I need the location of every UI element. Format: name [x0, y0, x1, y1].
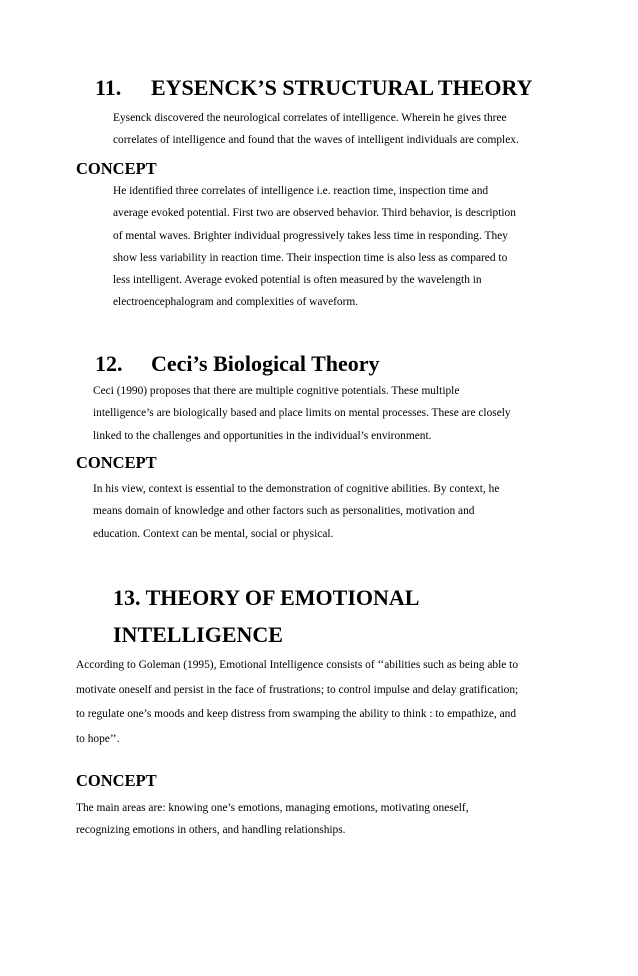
section-12-heading — [95, 351, 380, 377]
text-line: Eysenck discovered the neurological correlates of intelligence. Wherein he gives three — [113, 112, 507, 124]
text-line: motivate oneself and persist in the face of frustrations; to control impulse and delay gratification; — [76, 683, 519, 696]
text-line: linked to the challenges and opportunities in the individual’s environment. — [93, 429, 432, 442]
text-line: average evoked potential. First two are observed behavior. Third behavior, is description — [113, 207, 516, 220]
section-11-concept-text — [113, 180, 516, 314]
text-line: The main areas are: knowing one’s emotions, managing emotions, motivating oneself, — [76, 802, 469, 814]
section-title: Ceci’s Biological Theory — [151, 351, 380, 376]
section-number: 11. — [95, 75, 122, 100]
text-line: intelligence’s are biologically based and place limits on mental processes. These are closely — [93, 407, 511, 420]
text-line: According to Goleman (1995), Emotional Intelligence consists of ‘‘abilities such as being able to — [76, 659, 519, 671]
text-line: He identified three correlates of intelligence i.e. reaction time, inspection time and — [113, 185, 489, 197]
text-line: electroencephalogram and complexities of waveform. — [113, 296, 359, 309]
text-line: to hope’’. — [76, 732, 120, 745]
text-line: education. Context can be mental, social or physical. — [93, 527, 334, 540]
section-title: EYSENCK’S STRUCTURAL THEORY — [151, 75, 533, 100]
concept-heading: CONCEPT — [76, 159, 157, 178]
section-13-heading-line-2: INTELLIGENCE — [113, 622, 283, 647]
section-13-concept-text — [76, 797, 469, 842]
concept-heading: CONCEPT — [76, 453, 157, 472]
section-11-intro — [113, 107, 519, 152]
text-line: show less variability in reaction time. Their inspection time is also less as compared to — [113, 251, 508, 264]
section-13-heading-line-1: 13. THEORY OF EMOTIONAL — [113, 585, 420, 610]
text-line: to regulate one’s moods and keep distress from swamping the ability to think : to empathize, and — [76, 708, 517, 720]
text-line: means domain of knowledge and other factors such as personalities, motivation and — [93, 505, 475, 518]
section-11-heading — [95, 75, 532, 101]
section-number: 12. — [95, 351, 123, 376]
text-line: of mental waves. Brighter individual progressively takes less time in responding. They — [113, 229, 508, 242]
concept-heading: CONCEPT — [76, 771, 157, 790]
text-line: less intelligent. Average evoked potential is often measured by the wavelength in — [113, 274, 482, 287]
text-line: correlates of intelligence and found that the waves of intelligent individuals are complex. — [113, 134, 519, 147]
section-13-intro — [76, 653, 518, 751]
section-12-intro — [93, 380, 511, 447]
text-line: Ceci (1990) proposes that there are multiple cognitive potentials. These multiple — [93, 385, 460, 397]
text-line: In his view, context is essential to the demonstration of cognitive abilities. By context, he — [93, 483, 500, 495]
section-12-concept-text — [93, 478, 499, 545]
text-line: recognizing emotions in others, and handling relationships. — [76, 824, 346, 837]
